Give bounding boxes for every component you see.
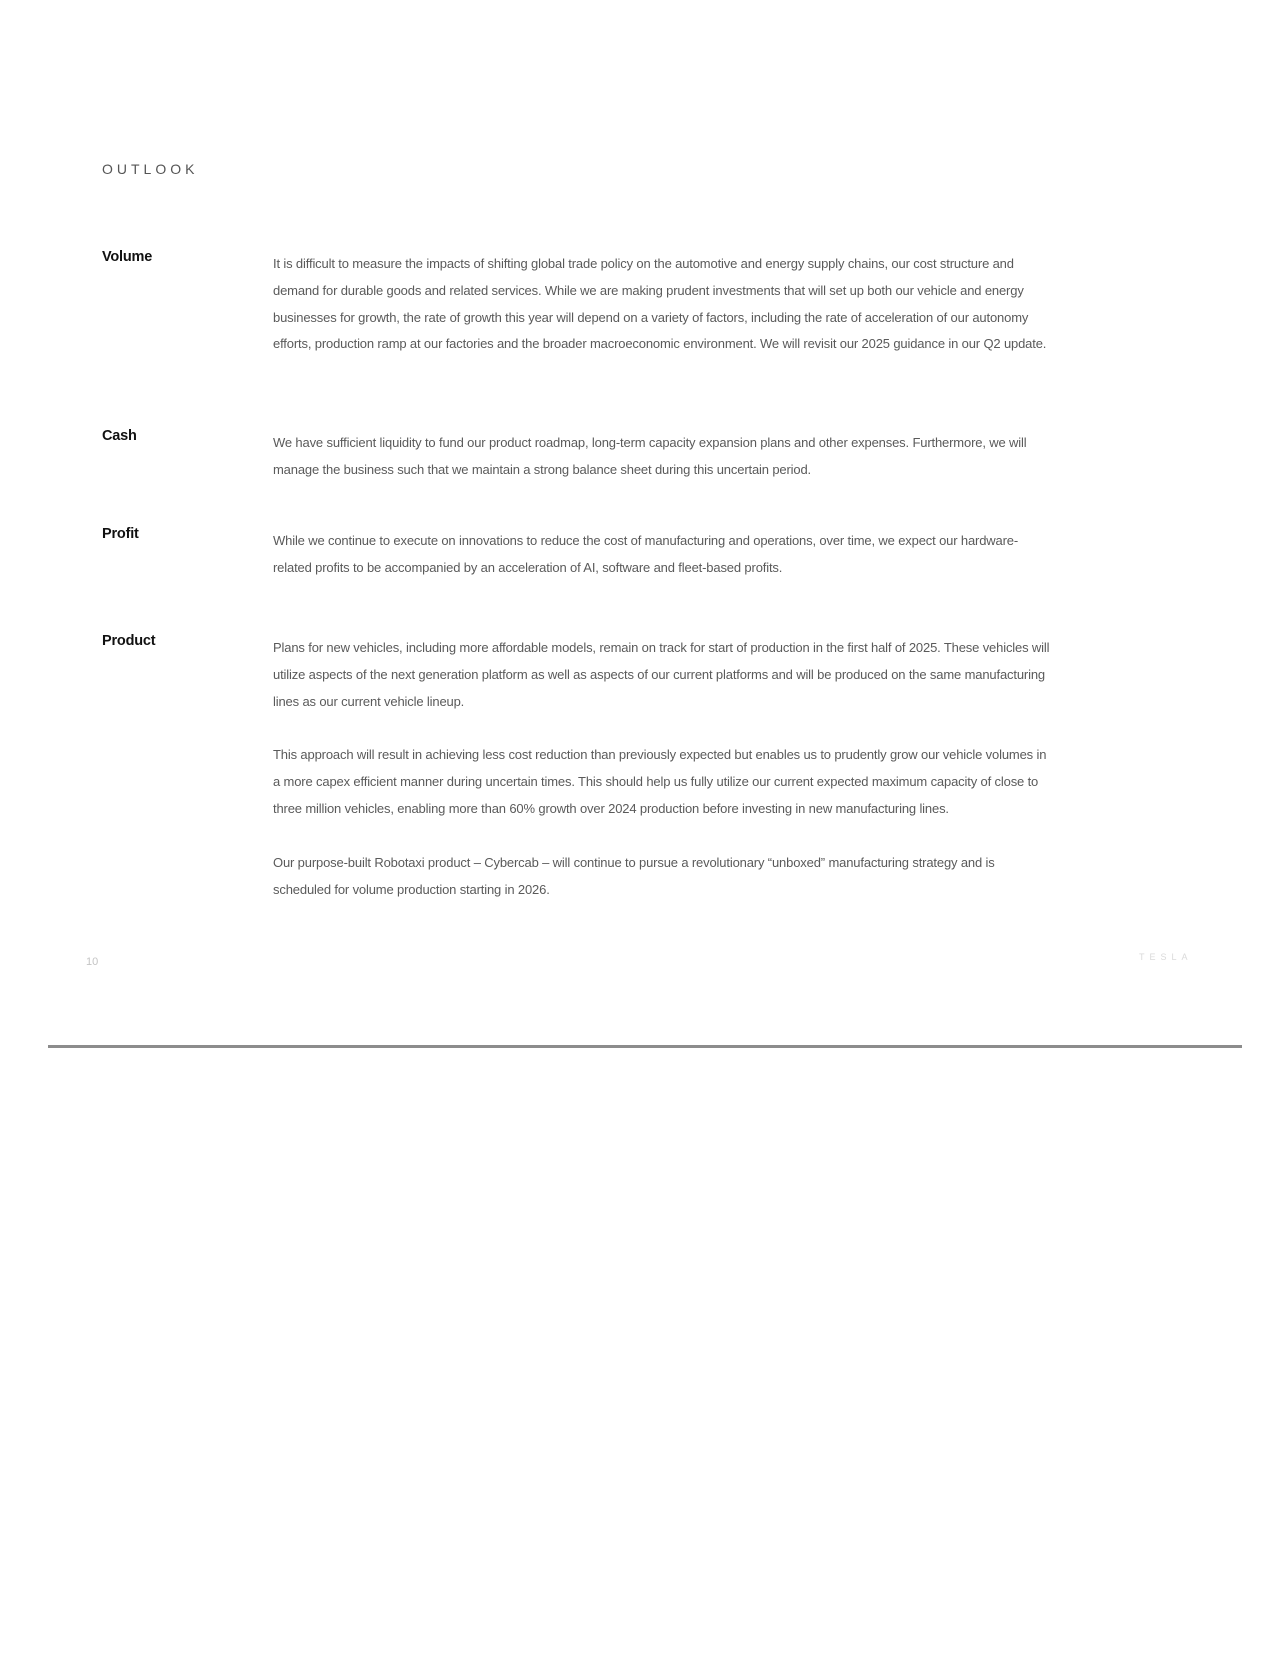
page-divider [48, 1045, 1242, 1048]
section-body [273, 251, 1053, 358]
brand-logo: TESLA [1139, 952, 1193, 962]
section-paragraph: Plans for new vehicles, including more affordable models, remain on track for start of production in the first half of 2025. These vehicles will utilize aspects of the next generation platform as well as aspects of our current platforms and will be produced on the same manufacturing lines as our current vehicle lineup. [273, 640, 1050, 709]
section-label: Cash [102, 428, 137, 444]
section-paragraph: Our purpose-built Robotaxi product – Cybercab – will continue to pursue a revolutionary “unboxed” manufacturing strategy and is scheduled for volume production starting in 2026. [273, 854, 995, 897]
section-label: Volume [102, 249, 153, 265]
section-label: Profit [102, 526, 139, 542]
section-paragraph: While we continue to execute on innovations to reduce the cost of manufacturing and operations, over time, we expect our hardware-related profits to be accompanied by an acceleration of AI, software and fleet-based profits. [273, 533, 1019, 575]
section-body [273, 430, 1053, 484]
section-paragraph: It is difficult to measure the impacts of shifting global trade policy on the automotive and energy supply chains, our cost structure and demand for durable goods and related services. While we are making prudent investments that will set up both our vehicle and energy businesses for growth, the rate of growth this year will depend on a variety of factors, including the rate of acceleration of our autonomy efforts, production ramp at our factories and the broader macroeconomic environment. We will revisit our 2025 guidance in our Q2 update. [273, 256, 1047, 352]
section-paragraph: We have sufficient liquidity to fund our product roadmap, long-term capacity expansion plans and other expenses. Furthermore, we will manage the business such that we maintain a strong balance sheet during this uncertain period. [273, 435, 1027, 477]
section-label: Product [102, 633, 156, 649]
section-body [273, 528, 1053, 582]
page-number: 10 [86, 956, 99, 968]
page-title: OUTLOOK [102, 161, 199, 177]
section-paragraph: This approach will result in achieving less cost reduction than previously expected but enables us to prudently grow our vehicle volumes in a more capex efficient manner during uncertain times. This should help us fully utilize our current expected maximum capacity of close to three million vehicles, enabling more than 60% growth over 2024 production before investing in new manufacturing lines. [273, 747, 1047, 816]
section-body [273, 635, 1053, 903]
